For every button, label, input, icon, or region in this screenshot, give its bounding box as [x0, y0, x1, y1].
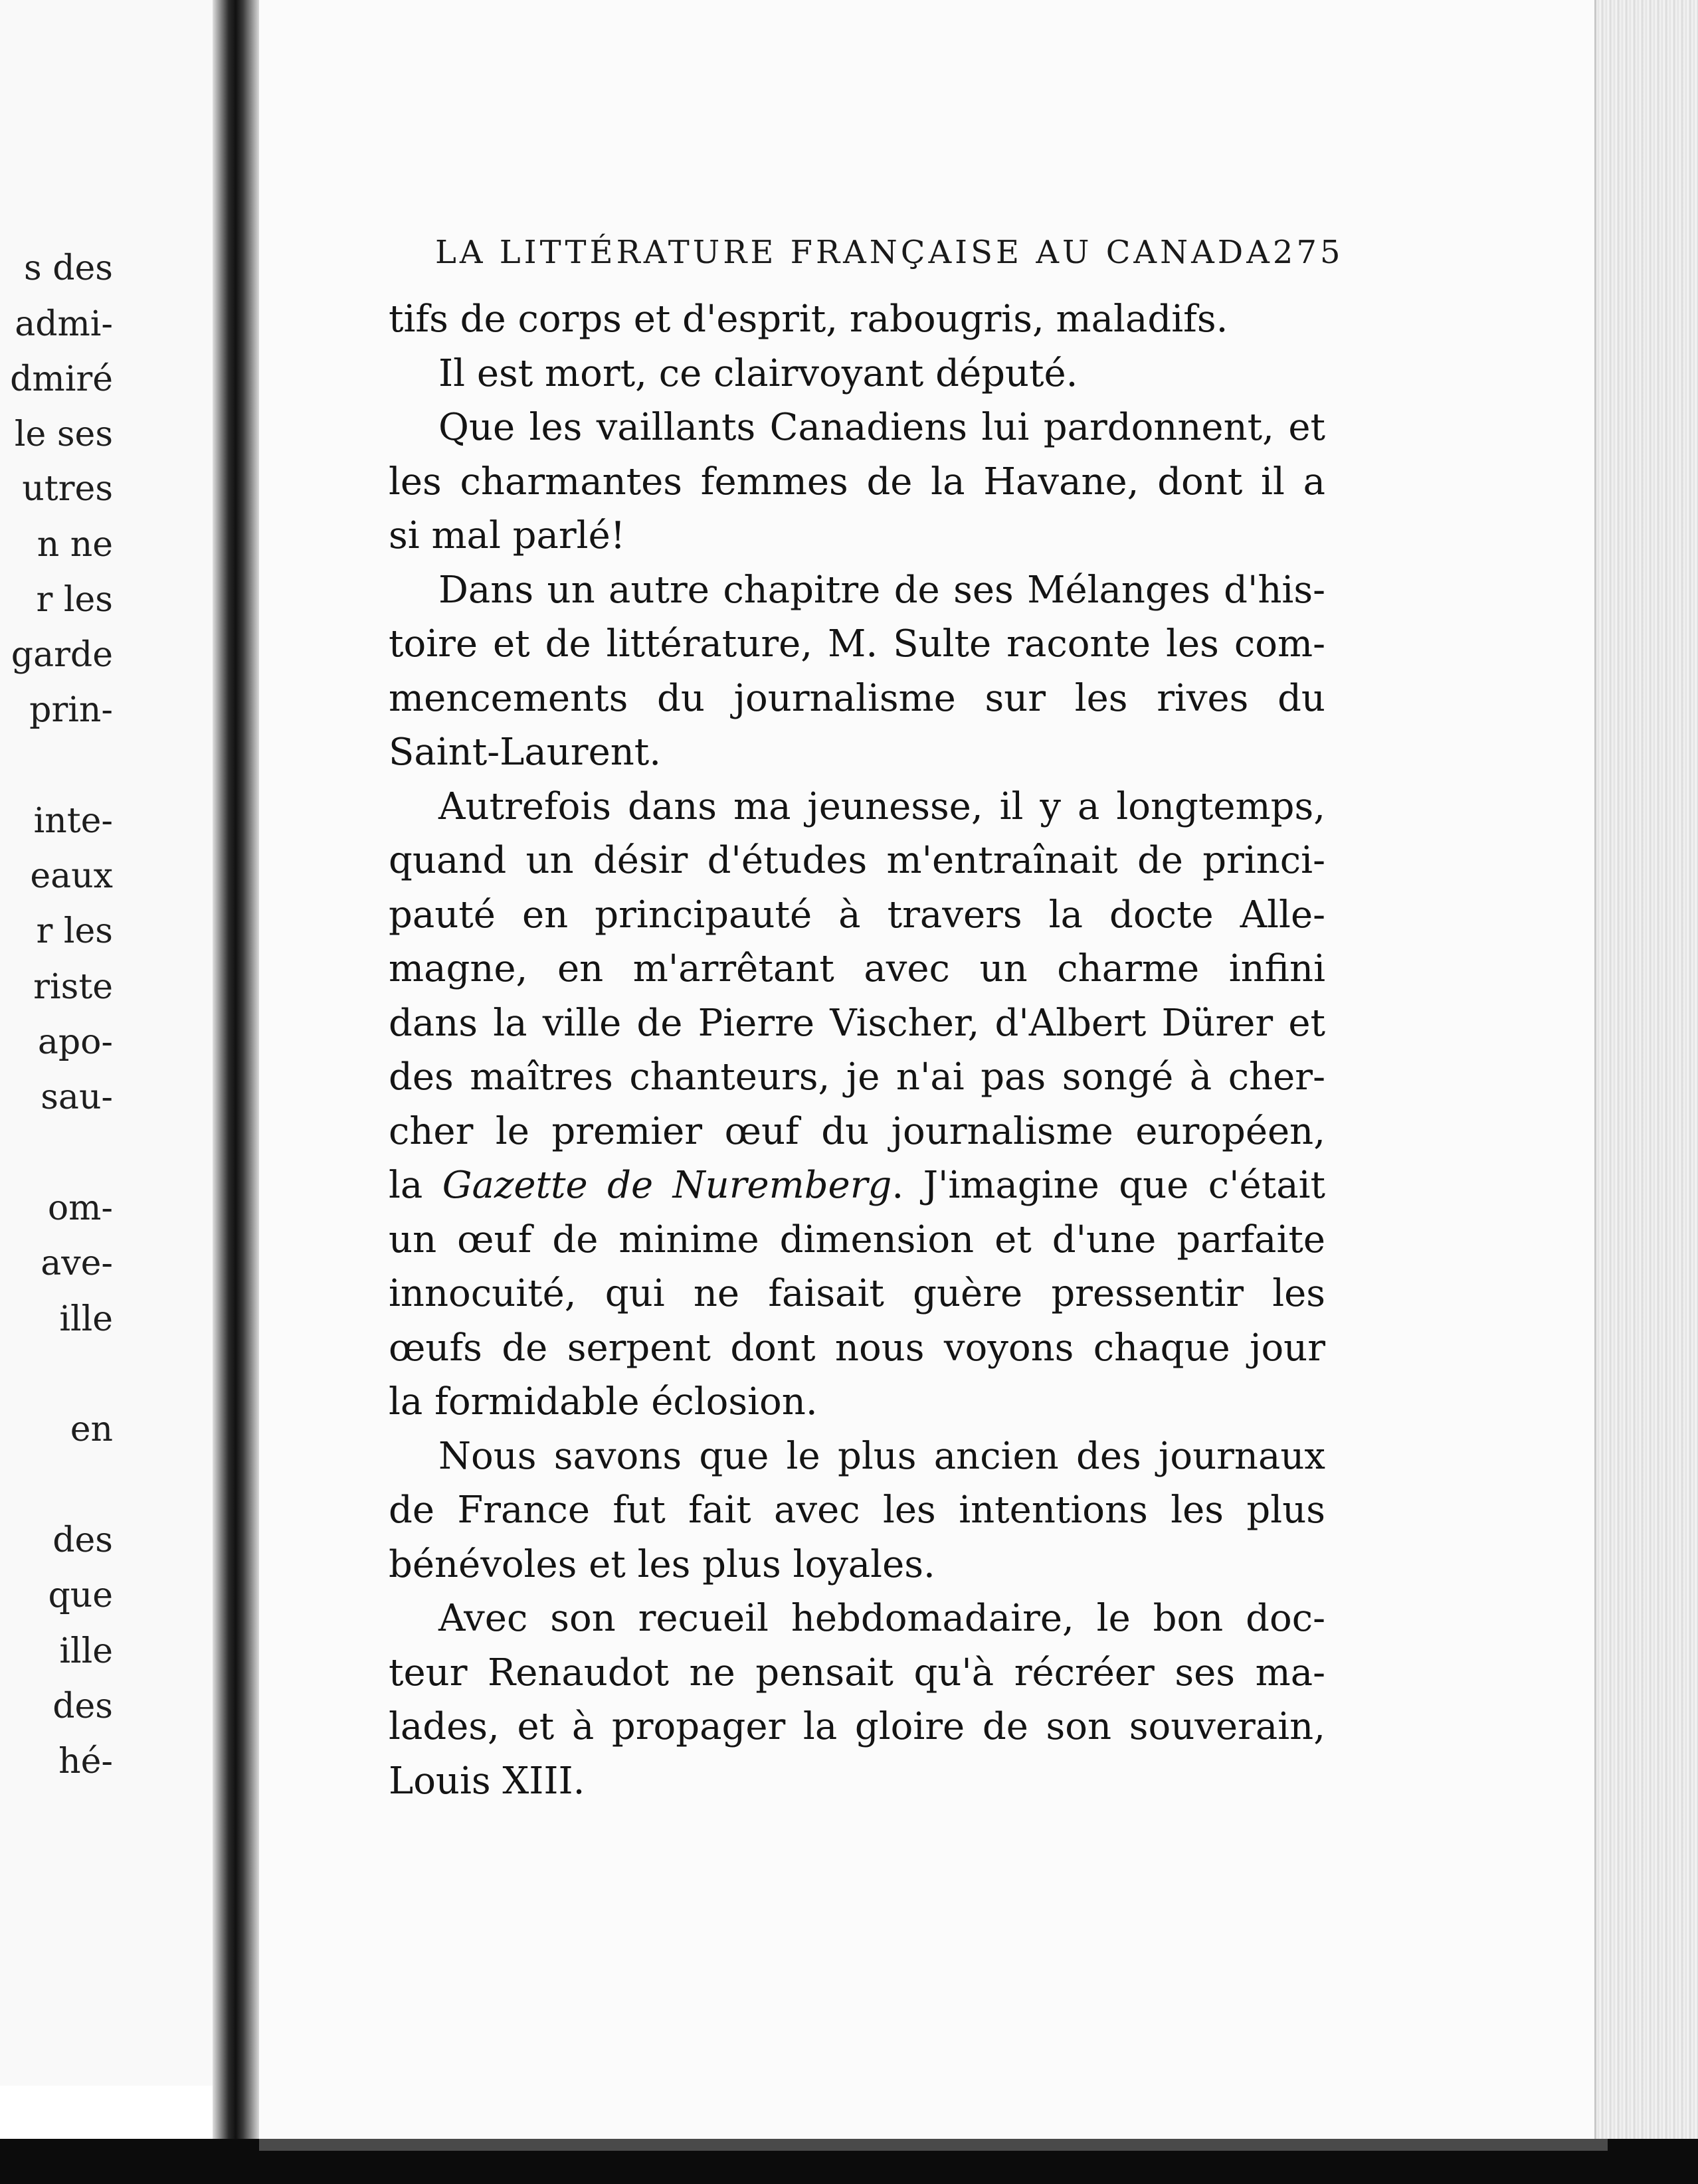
- page-body-text: [389, 292, 1325, 1808]
- text-line: Louis XIII.: [389, 1759, 585, 1803]
- page-stack-edge: [1594, 0, 1698, 2145]
- left-page-fragment: utres: [22, 469, 113, 509]
- left-page-fragment: n ne: [37, 525, 113, 565]
- text-line: bénévoles et les plus loyales.: [389, 1542, 935, 1586]
- text-line: innocuité, qui ne faisait guère pressentir les: [389, 1272, 1325, 1315]
- left-page-fragment: sau-: [41, 1077, 113, 1117]
- left-page-fragment: s des: [24, 248, 113, 288]
- text-line-segment: . J'imagine que c'était: [892, 1164, 1325, 1207]
- text-line: un œuf de minime dimension et d'une parfaite: [389, 1218, 1325, 1261]
- text-line: des maîtres chanteurs, je n'ai pas songé à cher-: [389, 1055, 1325, 1099]
- text-line: lades, et à propager la gloire de son souverain,: [389, 1705, 1325, 1748]
- text-line: Nous savons que le plus ancien des journaux: [438, 1434, 1325, 1478]
- left-page-fragment: admi-: [15, 304, 113, 344]
- text-line: teur Renaudot ne pensait qu'à récréer ses ma-: [389, 1651, 1325, 1694]
- text-line: œufs de serpent dont nous voyons chaque jour: [389, 1326, 1325, 1370]
- left-page-fragment: des: [52, 1520, 113, 1560]
- left-page-fragment: ille: [59, 1299, 113, 1339]
- text-line: cher le premier œuf du journalisme européen,: [389, 1109, 1325, 1153]
- left-page-fragment: le ses: [14, 414, 113, 454]
- left-page-fragment: r les: [36, 580, 113, 620]
- page-bottom-shadow: [259, 2139, 1608, 2151]
- text-line: pauté en principauté à travers la docte Alle-: [389, 893, 1325, 937]
- left-page-fragment: des: [52, 1686, 113, 1726]
- left-page-fragment: riste: [33, 967, 113, 1007]
- text-line: Autrefois dans ma jeunesse, il y a longtemps,: [438, 784, 1325, 828]
- left-page-fragment: garde: [11, 635, 113, 675]
- book-gutter: [213, 0, 259, 2139]
- facing-left-page: [0, 0, 213, 2086]
- left-page-fragment: ave-: [41, 1243, 113, 1283]
- left-page-fragment: inte-: [33, 801, 113, 841]
- left-page-fragment: om-: [47, 1188, 113, 1228]
- text-line: les charmantes femmes de la Havane, dont il a: [389, 460, 1325, 503]
- text-line: Saint-Laurent.: [389, 731, 662, 774]
- text-line: tifs de corps et d'esprit, rabougris, maladifs.: [389, 298, 1228, 341]
- left-page-fragment: prin-: [29, 690, 113, 730]
- text-line: quand un désir d'études m'entraînait de princi-: [389, 839, 1325, 882]
- left-page-fragment: en: [70, 1410, 113, 1449]
- left-page-fragment: r les: [36, 911, 113, 951]
- left-page-fragment: apo-: [37, 1022, 113, 1062]
- text-line: de France fut fait avec les intentions les plus: [389, 1489, 1325, 1532]
- text-line: si mal parlé!: [389, 514, 626, 557]
- running-head-title: LA LITTÉRATURE FRANÇAISE AU CANADA: [435, 234, 1273, 271]
- page-number: 275: [1272, 234, 1344, 271]
- italic-title: Gazette de Nuremberg: [442, 1164, 892, 1207]
- text-line: toire et de littérature, M. Sulte raconte les com-: [389, 622, 1325, 666]
- text-line-segment: la: [389, 1164, 442, 1207]
- text-line: Dans un autre chapitre de ses Mélanges d'his-: [438, 568, 1325, 612]
- text-line: Que les vaillants Canadiens lui pardonnent, et: [438, 406, 1325, 449]
- text-line: [389, 1158, 1325, 1213]
- left-page-fragment: que: [48, 1576, 113, 1615]
- running-head: [435, 234, 1344, 271]
- text-line: Il est mort, ce clairvoyant député.: [438, 351, 1078, 395]
- text-line: Avec son recueil hebdomadaire, le bon doc-: [438, 1597, 1325, 1640]
- text-line: la formidable éclosion.: [389, 1380, 818, 1423]
- text-line: dans la ville de Pierre Vischer, d'Albert Dürer et: [389, 1001, 1325, 1045]
- text-line: mencements du journalisme sur les rives du: [389, 676, 1325, 720]
- text-line: magne, en m'arrêtant avec un charme infini: [389, 947, 1325, 990]
- bottom-shadow-band: [0, 2139, 1698, 2184]
- left-page-fragment: eaux: [30, 856, 113, 896]
- left-page-fragment: ille: [59, 1631, 113, 1671]
- left-page-fragment: hé-: [58, 1742, 113, 1781]
- left-page-fragment: dmiré: [10, 359, 113, 399]
